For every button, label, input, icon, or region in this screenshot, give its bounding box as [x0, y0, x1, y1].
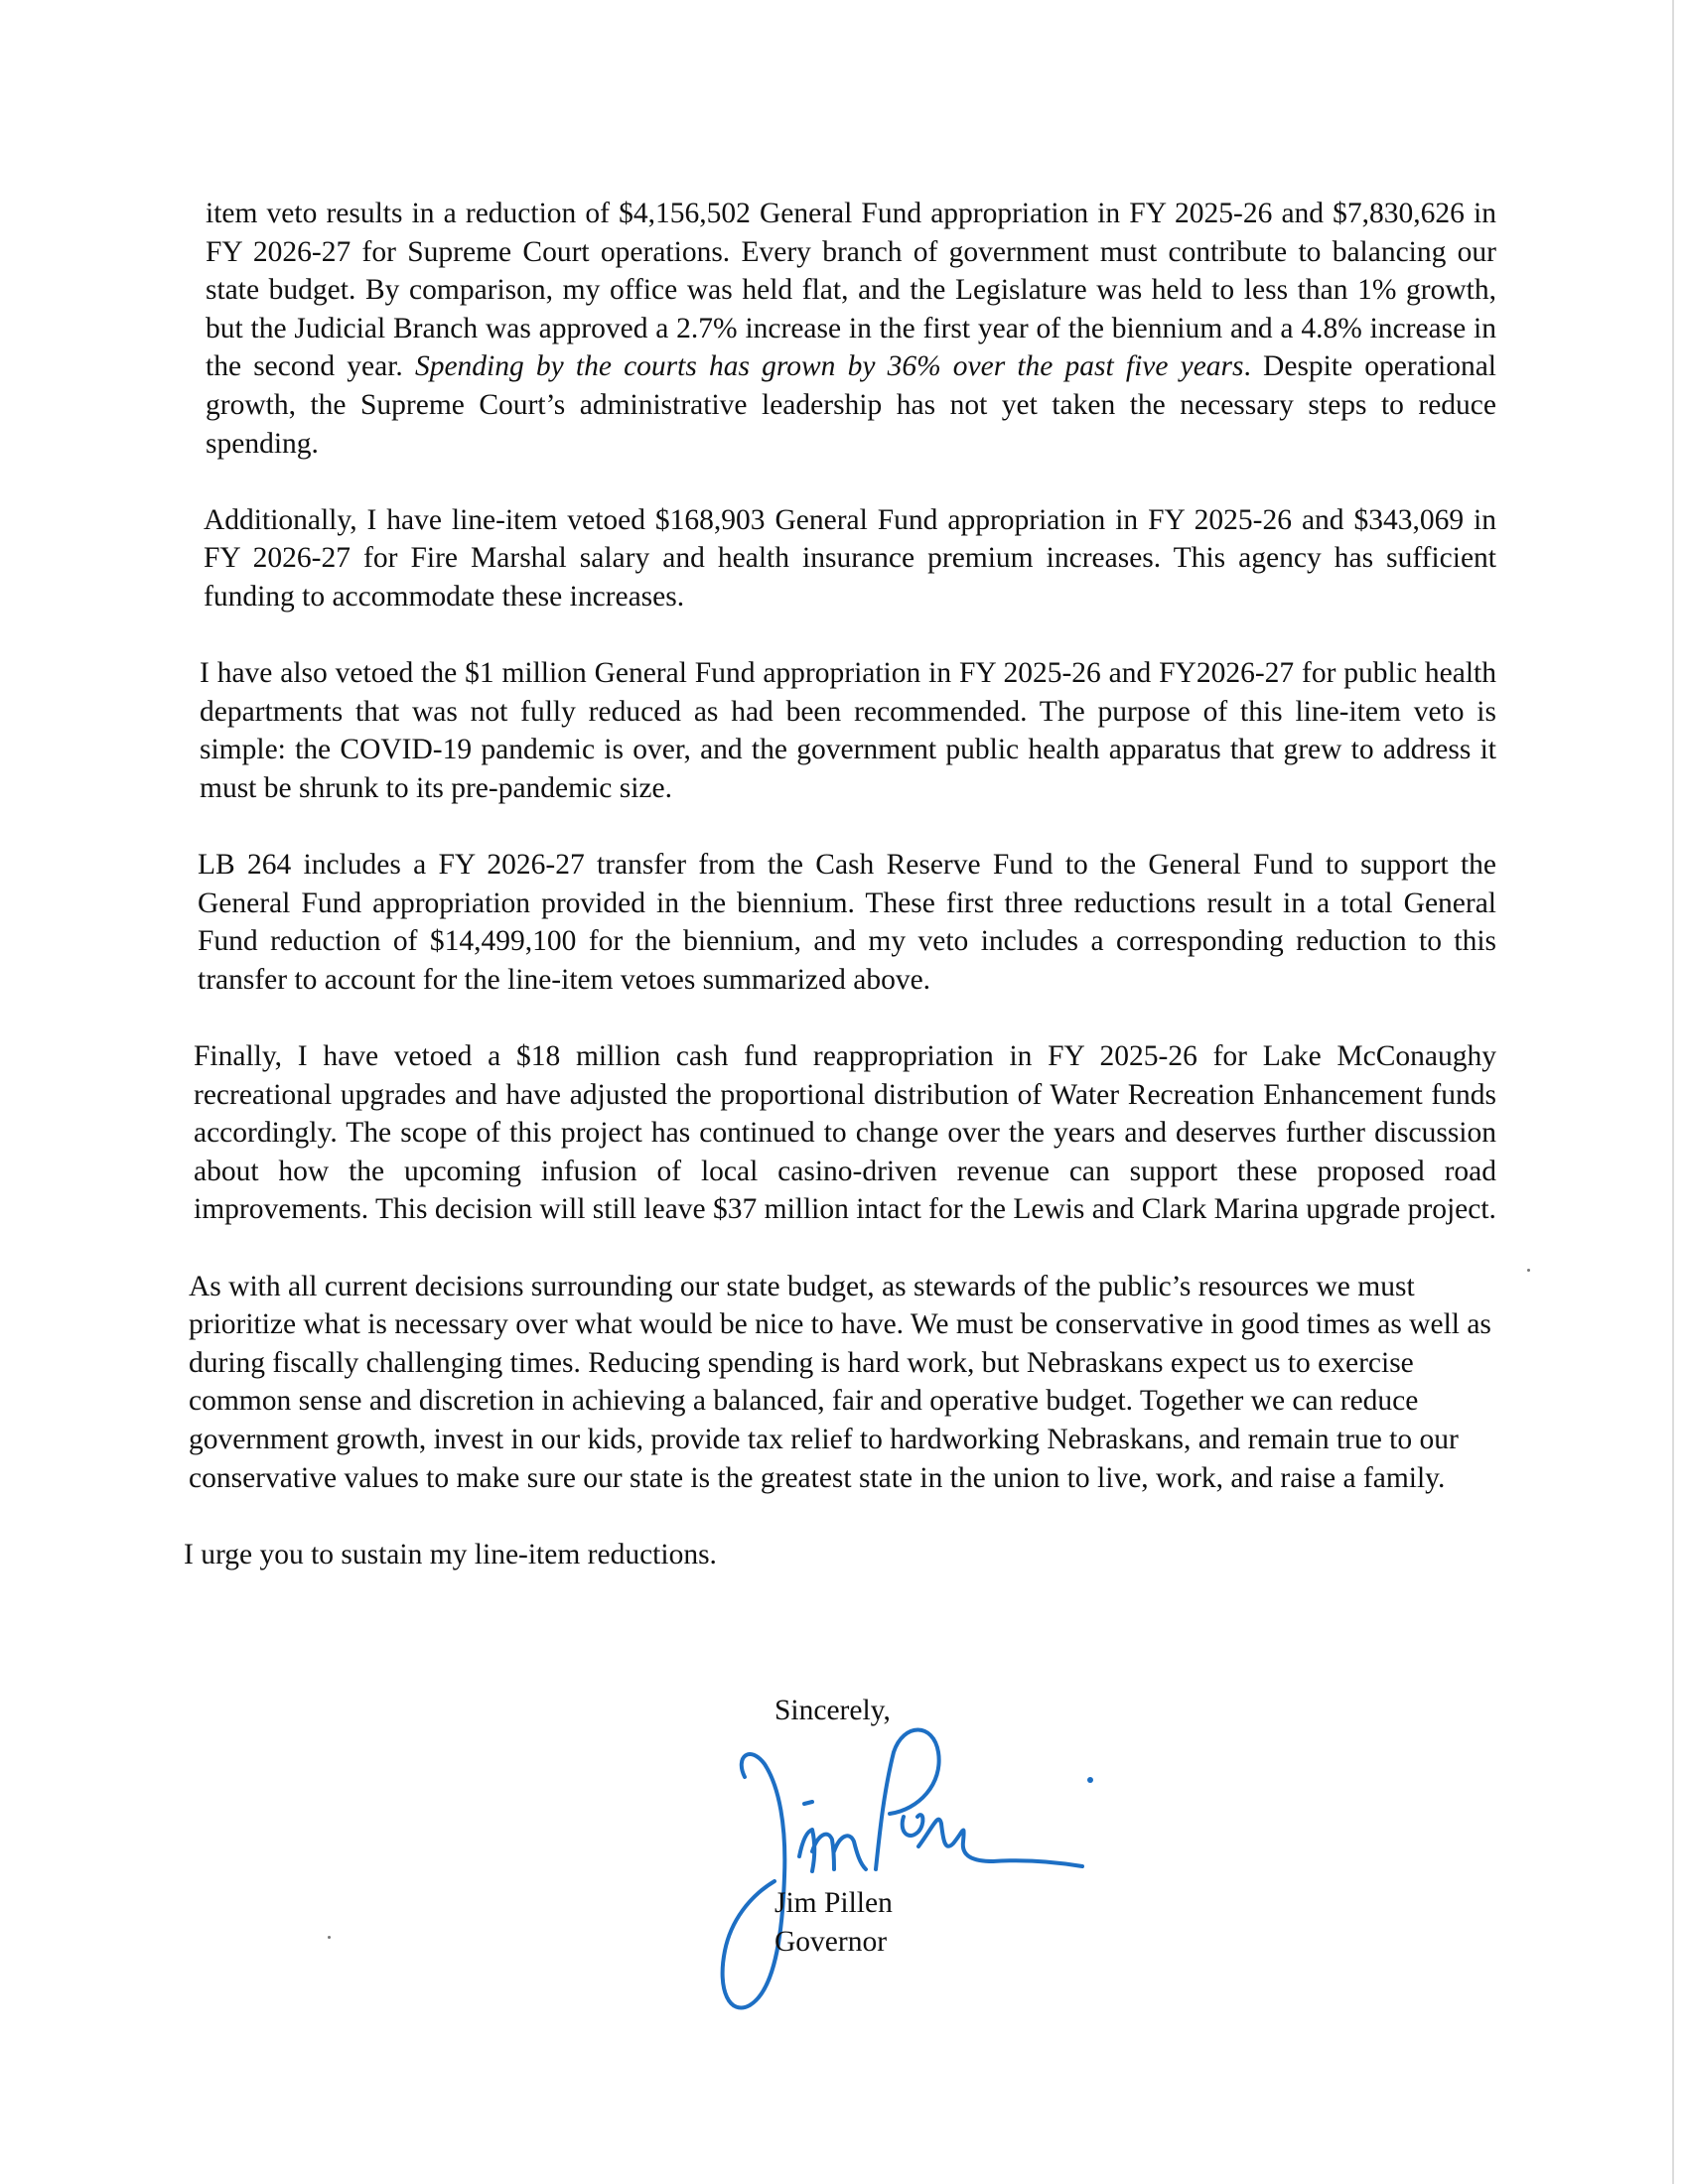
paragraph-emphasis: Spending by the courts has grown by 36% over the past five years: [414, 350, 1244, 383]
paragraph-text: . Despite operational growth, the Supreme Court’s administrative leadership has not yet taken the necessary steps to reduce spending.: [206, 350, 1497, 460]
letter-body: [184, 195, 1496, 1612]
signer-block: [774, 1884, 893, 1961]
paragraph-cash-reserve: LB 264 includes a FY 2026-27 transfer from the Cash Reserve Fund to the General Fund to support the General Fund appropriation provided in the biennium. These first three reductions result in a total General Fund reduction of $14,499,100 for the biennium, and my veto includes a corresponding reduction to this transfer to account for the line-item vetoes summarized above.: [198, 849, 1496, 996]
paragraph-conclusion: As with all current decisions surrounding our state budget, as stewards of the public’s resources we must prioritize what is necessary over what would be nice to have. We must be conservative in good times as well as during fiscally challenging times. Reducing spending is hard work, but Nebraskans expect us to exercise common sense and discretion in achieving a balanced, fair and operative budget. Together we can reduce government growth, invest in our kids, provide tax relief to hardworking Nebraskans, and remain true to our conservative values to make sure our state is the greatest state in the union to live, work, and raise a family.: [189, 1270, 1491, 1494]
scan-speck: [328, 1936, 331, 1939]
paragraph-request: I urge you to sustain my line-item reductions.: [184, 1538, 717, 1570]
page-edge: [1672, 0, 1674, 2184]
paragraph-public-health: I have also vetoed the $1 million General Fund appropriation in FY 2025-26 and FY2026-27 for public health departments that was not fully reduced as had been recommended. The purpose of this line-item veto is simple: the COVID-19 pandemic is over, and the government public health apparatus that grew to address it must be shrunk to its pre-pandemic size.: [200, 657, 1496, 804]
paragraph-lake-mcconaughy: Finally, I have vetoed a $18 million cash fund reappropriation in FY 2025-26 for Lake McConaughy recreational upgrades and have adjusted the proportional distribution of Water Recreation Enhancement funds accordingly. The scope of this project has continued to change over the years and deserves further discussion about how the upcoming infusion of local casino-driven revenue can support these proposed road improvements. This decision will still leave $37 million intact for the Lewis and Clark Marina upgrade project.: [194, 1040, 1496, 1226]
signature-image: [695, 1703, 1122, 2030]
signer-title: Governor: [774, 1925, 888, 1958]
paragraph-text: item veto results in a reduction of $4,156,502 General Fund appropriation in FY 2025-26 and $7,830,626 in FY 2026-27 for Supreme Court operations. Every branch of government must contribute to balancing our state budget. By comparison, my office was held flat, and the Legislature was held to less than 1% growth, but the Judicial Branch was approved a 2.7% increase in the first year of the biennium and a 4.8% increase in the second year.: [206, 198, 1496, 383]
paragraph-fire-marshal: Additionally, I have line-item vetoed $168,903 General Fund appropriation in FY 2025-26 and $343,069 in FY 2026-27 for Fire Marshal salary and health insurance premium increases. This agency has sufficient funding to accommodate these increases.: [204, 503, 1496, 613]
closing-salutation: Sincerely,: [774, 1695, 891, 1726]
signer-name: Jim Pillen: [774, 1887, 893, 1919]
scan-speck: [1527, 1269, 1530, 1272]
paragraph-supreme-court: [184, 195, 1496, 463]
